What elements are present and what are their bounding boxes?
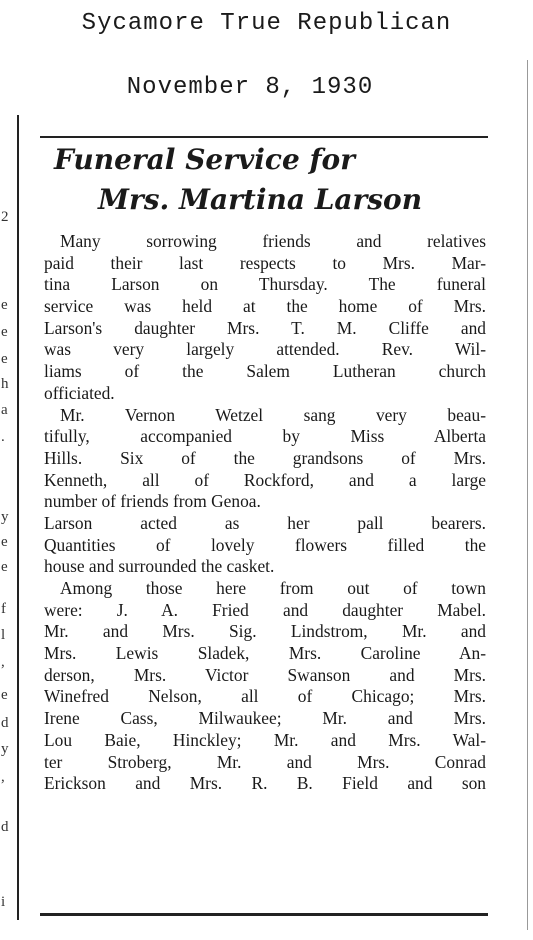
left-column-rule bbox=[17, 115, 19, 920]
article-line: derson, Mrs. Victor Swanson and Mrs. bbox=[44, 664, 486, 685]
article-line: Quantities of lovely flowers filled the bbox=[44, 534, 486, 555]
adjacent-column-fragments bbox=[1, 0, 15, 940]
article-line: were: J. A. Fried and daughter Mabel. bbox=[44, 599, 486, 620]
article-line: tina Larson on Thursday. The funeral bbox=[44, 274, 486, 295]
column-fragment: a bbox=[1, 402, 8, 418]
right-column-rule bbox=[527, 60, 528, 930]
column-fragment: , bbox=[1, 769, 5, 785]
article-line: ter Stroberg, Mr. and Mrs. Conrad bbox=[44, 751, 486, 772]
article-line: Kenneth, all of Rockford, and a large bbox=[44, 469, 486, 490]
column-fragment: e bbox=[1, 559, 8, 575]
article-line: Lou Baie, Hinckley; Mr. and Mrs. Wal- bbox=[44, 729, 486, 750]
article-line: Larson acted as her pall bearers. bbox=[44, 512, 486, 533]
article-line: Winefred Nelson, all of Chicago; Mrs. bbox=[44, 686, 486, 707]
article-line: tifully, accompanied by Miss Alberta bbox=[44, 426, 486, 447]
column-fragment: i bbox=[1, 894, 6, 910]
headline-line-2: Mrs. Martina Larson bbox=[98, 183, 423, 216]
column-fragment: , bbox=[1, 654, 5, 670]
article-line: Hills. Six of the grandsons of Mrs. bbox=[44, 447, 486, 468]
column-fragment: y bbox=[1, 509, 9, 525]
headline-line-1: Funeral Service for bbox=[54, 143, 355, 176]
column-fragment: f bbox=[1, 601, 6, 617]
article-line: Among those here from out of town bbox=[60, 578, 486, 598]
article-line: liams of the Salem Lutheran church bbox=[44, 361, 486, 382]
column-fragment: e bbox=[1, 351, 8, 367]
column-fragment: h bbox=[1, 376, 9, 392]
article-line: officiated. bbox=[44, 382, 115, 403]
publication-date: November 8, 1930 bbox=[126, 74, 374, 101]
article-line: Mr. Vernon Wetzel sang very beau- bbox=[60, 404, 486, 425]
article-line: Irene Cass, Milwaukee; Mr. and Mrs. bbox=[44, 708, 486, 729]
column-fragment: . bbox=[1, 429, 5, 445]
column-fragment: l bbox=[1, 627, 6, 643]
column-fragment: e bbox=[1, 324, 8, 340]
column-fragment: e bbox=[1, 297, 8, 313]
column-fragment: d bbox=[1, 715, 9, 731]
article-headline bbox=[40, 140, 490, 220]
article-line: Mr. and Mrs. Sig. Lindstrom, Mr. and bbox=[44, 621, 486, 642]
article-line: Mrs. Lewis Sladek, Mrs. Caroline An- bbox=[44, 643, 486, 664]
article-line: Larson's daughter Mrs. T. M. Cliffe and bbox=[44, 317, 486, 338]
article-line: house and surrounded the casket. bbox=[44, 556, 275, 577]
article-line: was very largely attended. Rev. Wil- bbox=[44, 339, 486, 360]
article-line: paid their last respects to Mrs. Mar- bbox=[44, 252, 486, 273]
article-line: Erickson and Mrs. R. B. Field and son bbox=[44, 773, 486, 794]
article-line: number of friends from Genoa. bbox=[44, 491, 261, 512]
column-fragment: 2 bbox=[1, 209, 9, 225]
column-fragment: e bbox=[1, 687, 8, 703]
article-body bbox=[44, 231, 486, 795]
column-fragment: d bbox=[1, 819, 9, 835]
article-line: Many sorrowing friends and relatives bbox=[60, 231, 486, 251]
clipping-bottom-border bbox=[40, 913, 488, 916]
newspaper-source-title: Sycamore True Republican bbox=[81, 10, 452, 37]
article-line: service was held at the home of Mrs. bbox=[44, 296, 486, 317]
column-fragment: e bbox=[1, 534, 8, 550]
column-fragment: y bbox=[1, 741, 9, 757]
clipping-top-border bbox=[40, 136, 488, 138]
